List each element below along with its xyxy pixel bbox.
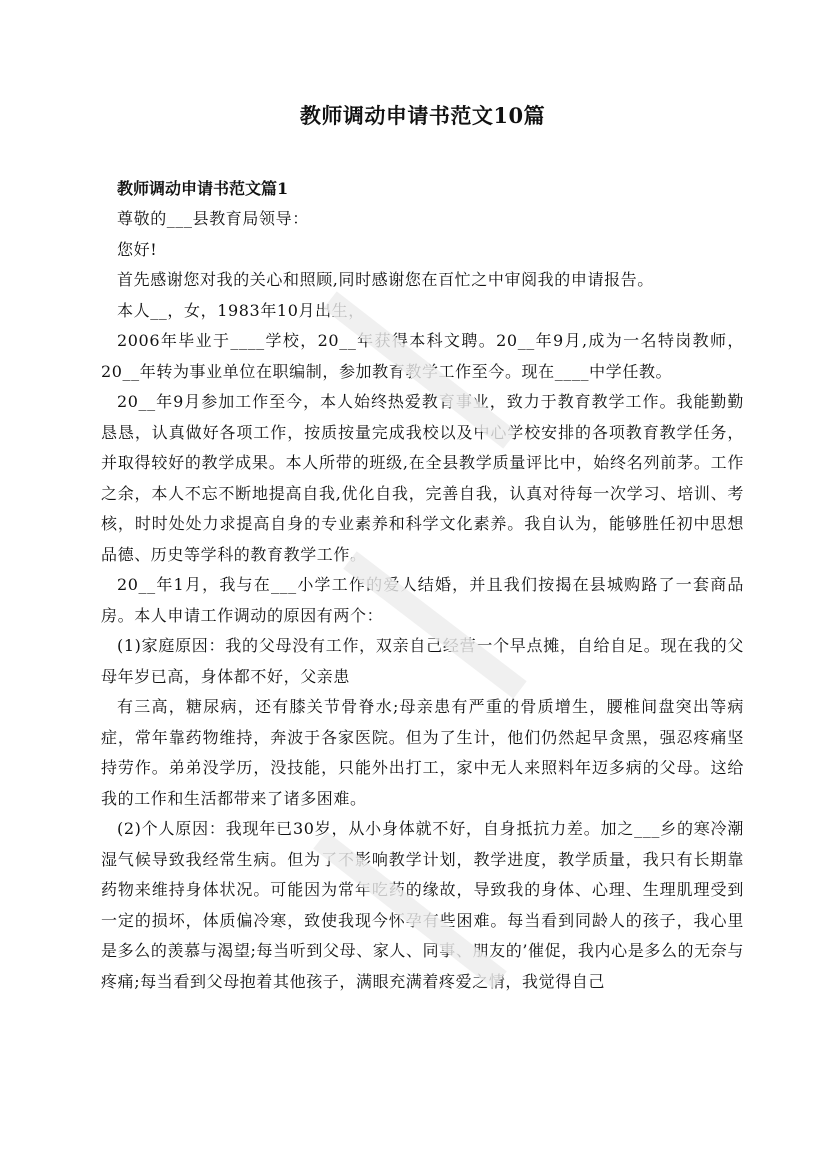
document-title: 教师调动申请书范文10篇 — [299, 103, 546, 128]
paragraph: 本人__，女，1983年10月出生， — [117, 300, 365, 320]
paragraph: 您好! — [117, 239, 158, 259]
paragraph: 20__年9月参加工作至今，本人始终热爱教育事业，致力于教育教学工作。我能勤勤恳恳，认真做好各项工作，按质按量完成我校以及中心学校安排的各项教育教学任务，并取得较好的教学成果。本人所带的班级,在全县教学质量评比中，始终名列前茅。工作之余，本人不忘不断地提高自我,优化自我，完善自我，认真对待每一次学习、培训、考核，时时处处力求提高自身的专业素养和科学文化素养。我自认为，能够胜任初中思想品德、历史等学科的教育教学工作。 — [101, 392, 744, 564]
paragraph: 20__年1月，我与在___小学工作的爱人结婚，并且我们按揭在县城购路了一套商品房。本人申请工作调动的原因有两个： — [101, 575, 744, 625]
paragraph: 有三高，糖尿病，还有膝关节骨脊水;母亲患有严重的骨质增生，腰椎间盘突出等病症，常年靠药物维持，奔波于各家医院。但为了生计，他们仍然起早贪黑，强忍疼痛坚持劳作。弟弟没学历，没技能，只能外出打工，家中无人来照料年迈多病的父母。这给我的工作和生活都带来了诸多困难。 — [101, 697, 744, 808]
section-heading: 教师调动申请书范文篇1 — [117, 179, 289, 198]
paragraph: (2)个人原因：我现年已30岁，从小身体就不好，自身抵抗力差。加之___乡的寒冷潮湿气候导致我经常生病。但为了不影响教学计划，教学进度，教学质量，我只有长期靠药物来维持身体状况。可能因为常年吃药的缘故，导致我的身体、心理、生理肌理受到一定的损坏，体质偏冷寒，致使我现今怀孕有些困难。每当看到同龄人的孩子，我心里是多么的羡慕与渴望;每当听到父母、家人、同事、朋友的’催促，我内心是多么的无奈与疼痛;每当看到父母抱着其他孩子，满眼充满着疼爱之情，我觉得自己 — [101, 819, 744, 991]
paragraph: (1)家庭原因：我的父母没有工作，双亲自己经营一个早点摊，自给自足。现在我的父母年岁已高，身体都不好，父亲患 — [101, 636, 744, 686]
paragraph: 2006年毕业于____学校，20__年获得本科文聘。20__年9月,成为一名特岗教师，20__年转为事业单位在职编制，参加教育教学工作至今。现在____中学任教。 — [101, 331, 744, 381]
paragraph: 首先感谢您对我的关心和照顾,同时感谢您在百忙之中审阅我的申请报告。 — [117, 270, 654, 289]
paragraph: 尊敬的___县教育局领导： — [117, 209, 309, 228]
document-body — [101, 204, 744, 997]
